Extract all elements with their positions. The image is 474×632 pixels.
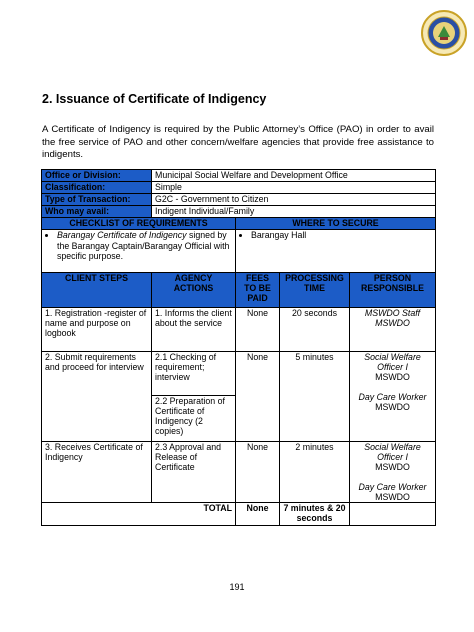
total-blank	[42, 503, 152, 526]
agency-action: 2.2 Preparation of Certificate of Indigency (2 copies)	[152, 396, 236, 442]
total-person-blank	[350, 503, 436, 526]
citizen-charter-table	[41, 169, 436, 526]
municipal-seal-icon	[421, 10, 467, 56]
person-title: Day Care Worker	[358, 482, 427, 492]
col-client-steps: CLIENT STEPS	[42, 273, 152, 308]
info-label: Type of Transaction:	[42, 194, 152, 206]
page-number: 191	[229, 582, 245, 592]
fee: None	[236, 308, 280, 352]
col-processing-time: PROCESSING TIME	[280, 273, 350, 308]
requirement-cell	[42, 230, 236, 273]
total-fee: None	[236, 503, 280, 526]
info-value: G2C - Government to Citizen	[152, 194, 436, 206]
fee: None	[236, 352, 280, 442]
agency-action: 1. Informs the client about the service	[152, 308, 236, 352]
page-title: 2. Issuance of Certificate of Indigency	[42, 92, 267, 106]
info-label: Classification:	[42, 182, 152, 194]
requirement-detail: signed by the Barangay Captain/Barangay Official with specific purpose.	[57, 230, 230, 261]
person-responsible: MSWDO Staff MSWDO	[350, 308, 436, 352]
person-title: Social Welfare Officer I	[364, 442, 421, 462]
info-value: Simple	[152, 182, 436, 194]
person-office: MSWDO	[375, 372, 410, 382]
person-responsible	[350, 352, 436, 442]
client-step: 3. Receives Certificate of Indigency	[42, 442, 152, 503]
col-person-responsible: PERSON RESPONSIBLE	[350, 273, 436, 308]
total-label: TOTAL	[152, 503, 236, 526]
col-fees: FEES TO BE PAID	[236, 273, 280, 308]
agency-action: 2.3 Approval and Release of Certificate	[152, 442, 236, 503]
where-to-secure-header: WHERE TO SECURE	[236, 218, 436, 230]
total-time: 7 minutes & 20 seconds	[280, 503, 350, 526]
person-office: MSWDO	[375, 402, 410, 412]
info-label: Office or Division:	[42, 170, 152, 182]
person-office: MSWDO	[375, 492, 410, 502]
person-office: MSWDO	[375, 462, 410, 472]
person-responsible	[350, 442, 436, 503]
processing-time: 2 minutes	[280, 442, 350, 503]
where-cell	[236, 230, 436, 273]
fee: None	[236, 442, 280, 503]
info-value: Indigent Individual/Family	[152, 206, 436, 218]
processing-time: 5 minutes	[280, 352, 350, 442]
processing-time: 20 seconds	[280, 308, 350, 352]
where-to-secure: • Barangay Hall	[251, 230, 432, 241]
person-title: Day Care Worker	[358, 392, 427, 402]
client-step: 1. Registration -register of name and purpose on logbook	[42, 308, 152, 352]
client-step: 2. Submit requirements and proceed for interview	[42, 352, 152, 442]
agency-action: 2.1 Checking of requirement; interview	[152, 352, 236, 396]
col-agency-actions: AGENCY ACTIONS	[152, 273, 236, 308]
person-title: Social Welfare Officer I	[364, 352, 421, 372]
checklist-header: CHECKLIST OF REQUIREMENTS	[42, 218, 236, 230]
info-value: Municipal Social Welfare and Development Office	[152, 170, 436, 182]
intro-paragraph: A Certificate of Indigency is required by the Public Attorney’s Office (PAO) in order to avail the free service of PAO and other concern/welfare agencies that provide free assistance to indigents.	[42, 124, 434, 161]
info-label: Who may avail:	[42, 206, 152, 218]
requirement-name: Barangay Certificate of Indigency	[57, 230, 187, 240]
